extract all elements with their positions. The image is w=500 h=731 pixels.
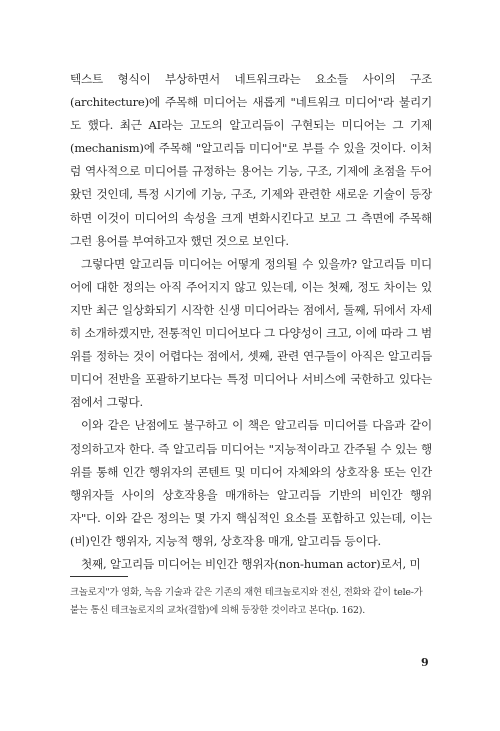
paragraph-1: 텍스트 형식이 부상하면서 네트워크라는 요소들 사이의 구조(architecture)에 주목해 미디어는 새롭게 "네트워크 미디어"라 불리기도 했다. 최근 AI라는 고도의 알고리듬이 구현되는 미디어는 그 기제(mechanism)에 주목해 "알고리듬 미디어"로 부를 수 있을 것이다. 이처럼 역사적으로 미디어를 규정하는 용어는 기능, 구조, 기제에 초점을 두어 왔던 것인데, 특정 시기에 기능, 구조, 기제와 관련한 새로운 기술이 등장하면 이것이 미디어의 속성을 크게 변화시킨다고 보고 그 측면에 주목해 그런 용어를 부여하고자 했던 것으로 보인다. [70,72,432,248]
paragraph-3: 이와 같은 난점에도 불구하고 이 책은 알고리듬 미디어를 다음과 같이 정의하고자 한다. 즉 알고리듬 미디어는 "지능적이라고 간주될 수 있는 행위를 통해 인간 행위자의 콘텐트 및 미디어 자체와의 상호작용 또는 인간 행위자들 사이의 상호작용을 매개하는 알고리듬 기반의 비인간 행위자"다. 이와 같은 정의는 몇 가지 핵심적인 요소를 포함하고 있는데, 이는 (비)인간 행위자, 지능적 행위, 상호작용 매개, 알고리듬 등이다. [70,418,432,548]
footnote-divider [70,576,128,577]
paragraph-2: 그렇다면 알고리듬 미디어는 어떻게 정의될 수 있을까? 알고리듬 미디어에 대한 정의는 아직 주어지지 않고 있는데, 이는 첫째, 정도 차이는 있지만 최근 일상화되기 시작한 신생 미디어라는 점에서, 둘째, 뒤에서 자세히 소개하겠지만, 전통적인 미디어보다 그 다양성이 크고, 이에 따라 그 범위를 정하는 것이 어렵다는 점에서, 셋째, 관련 연구들이 아직은 알고리듬 미디어 전반을 포괄하기보다는 특정 미디어나 서비스에 국한하고 있다는 점에서 그렇다. [70,256,432,410]
paragraph-4: 첫째, 알고리듬 미디어는 비인간 행위자(non-human actor)로서, 미 [81,556,421,571]
body-text [70,68,432,576]
footnote [70,584,432,620]
page-number: 9 [421,656,429,669]
footnote-text: 크놀로지"가 영화, 녹음 기술과 같은 기존의 재현 테크놀로지와 전신, 전화와 같이 tele-가 붙는 통신 테크놀로지의 교차(결합)에 의해 등장한 것이라고 본다(p. 162). [70,587,423,616]
